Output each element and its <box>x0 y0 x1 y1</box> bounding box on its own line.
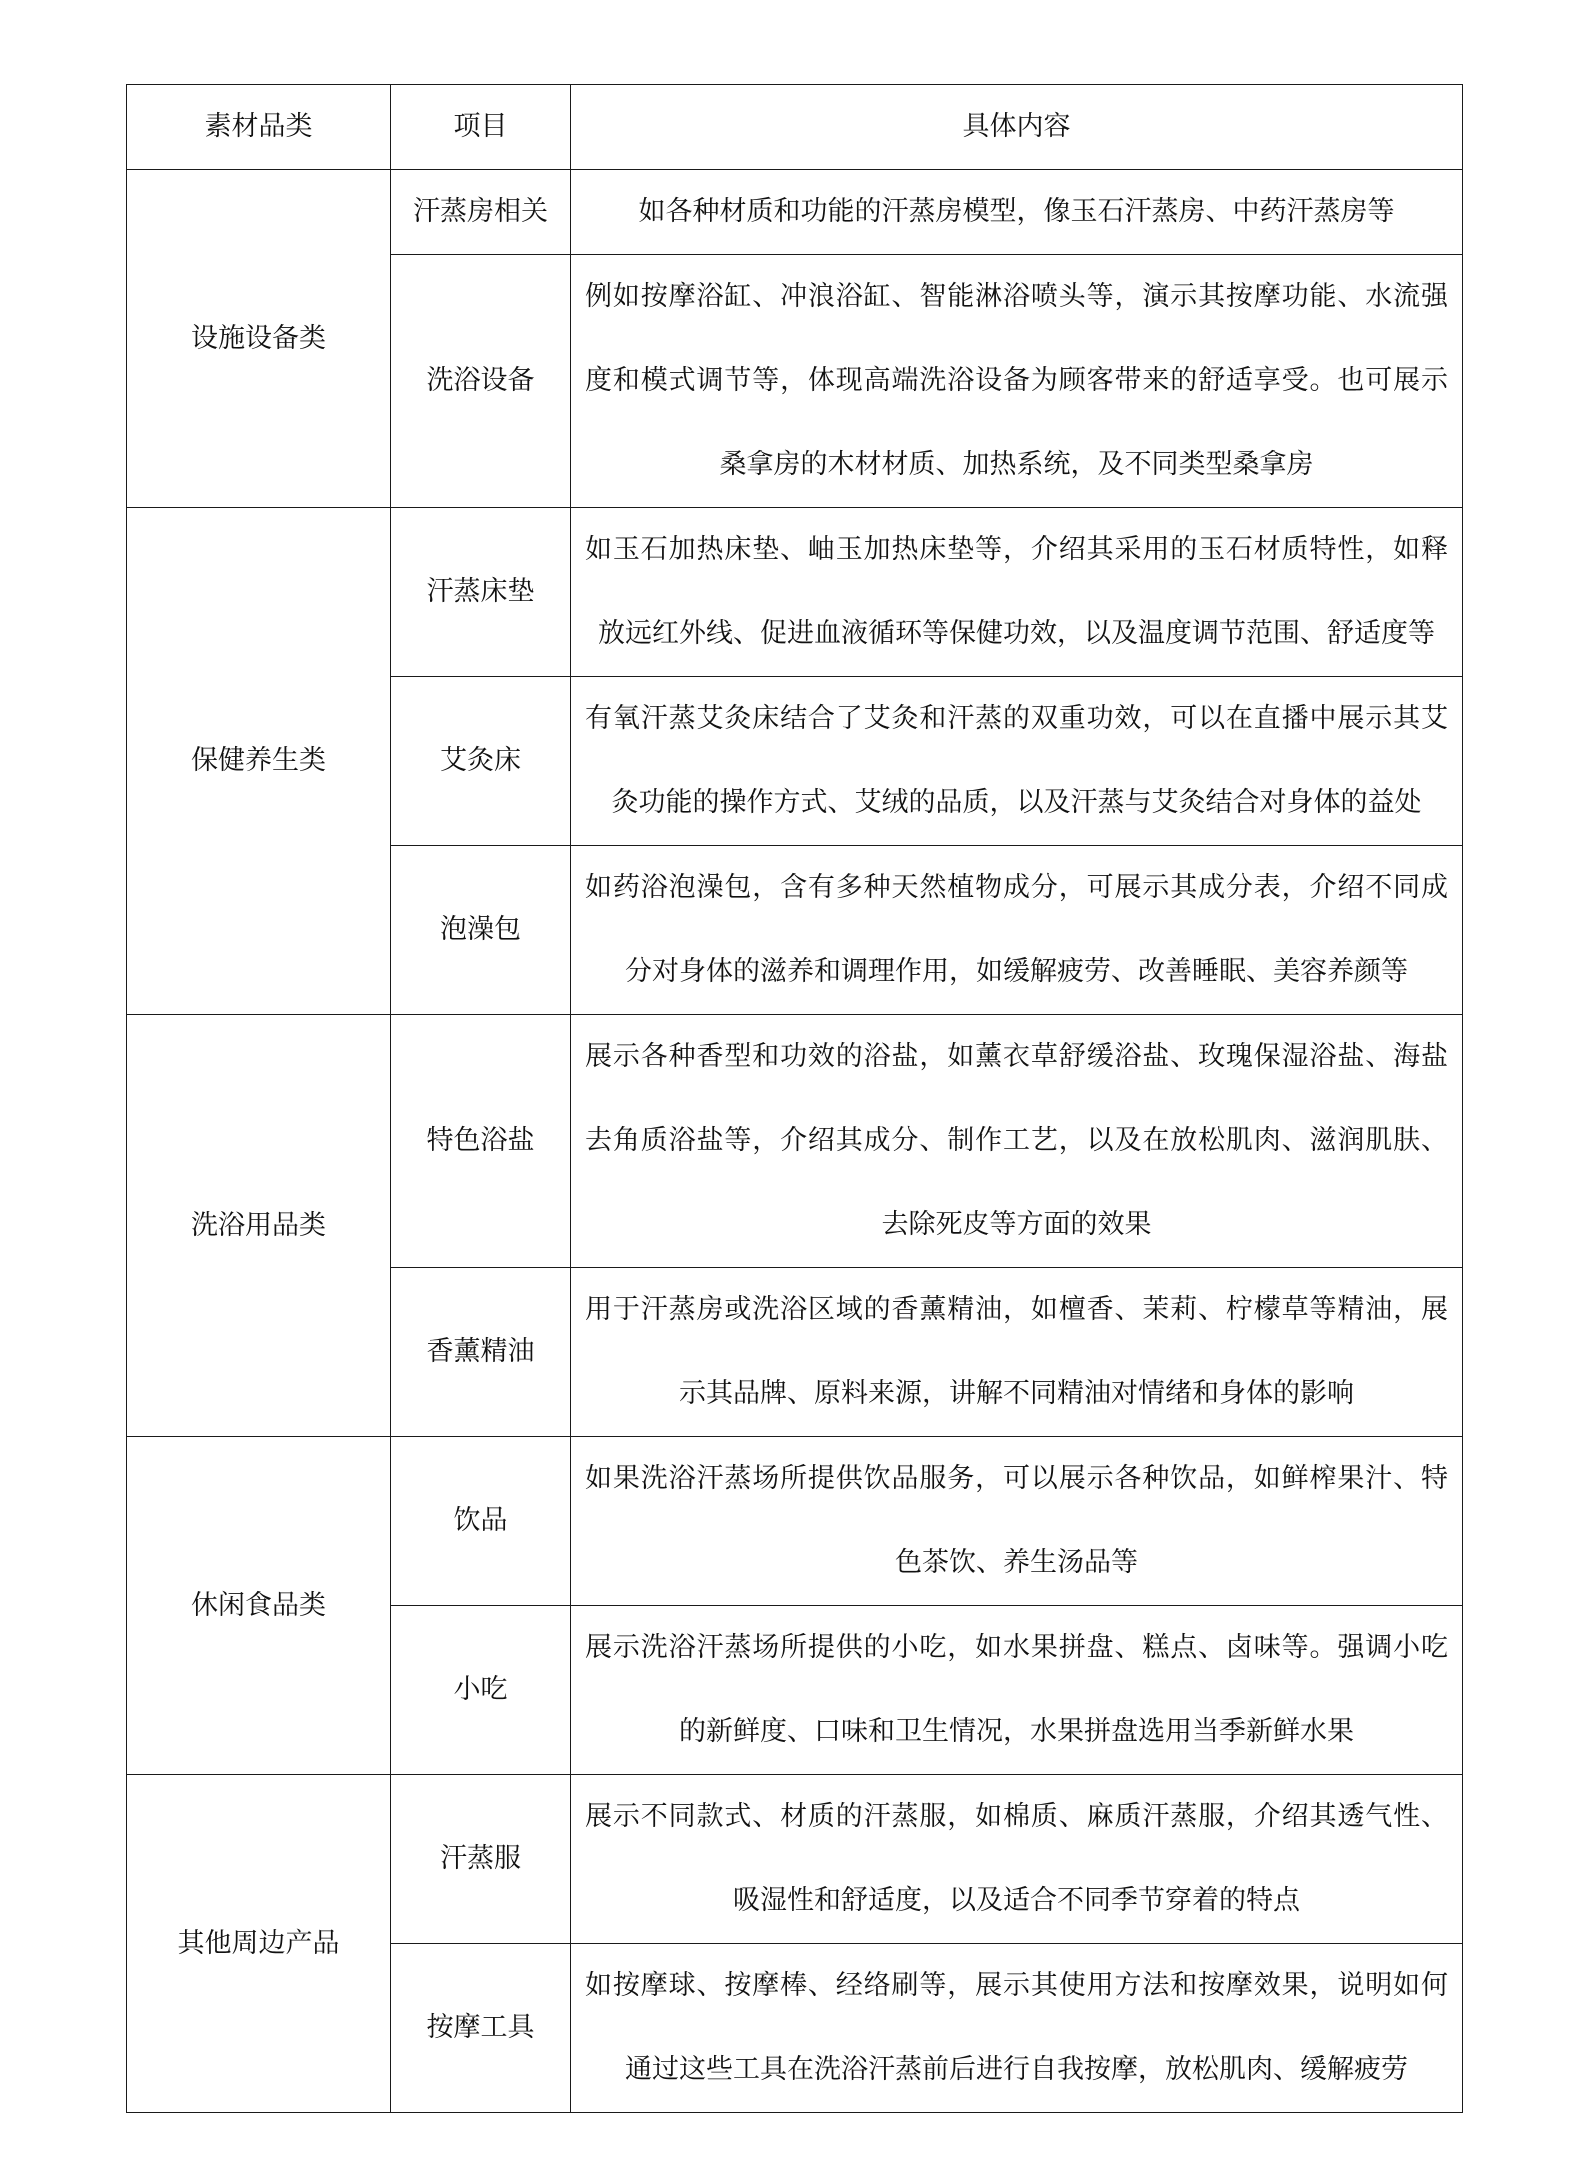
table-row <box>127 1775 1463 1944</box>
document-page <box>126 84 1463 2113</box>
table-row <box>127 1437 1463 1606</box>
table-row <box>127 170 1463 255</box>
item-cell: 小吃 <box>391 1606 571 1775</box>
content-cell: 例如按摩浴缸、冲浪浴缸、智能淋浴喷头等，演示其按摩功能、水流强度和模式调节等，体现高端洗浴设备为顾客带来的舒适享受。也可展示桑拿房的木材材质、加热系统，及不同类型桑拿房 <box>571 255 1463 508</box>
content-cell: 展示各种香型和功效的浴盐，如薰衣草舒缓浴盐、玫瑰保湿浴盐、海盐去角质浴盐等，介绍其成分、制作工艺，以及在放松肌肉、滋润肌肤、去除死皮等方面的效果 <box>571 1015 1463 1268</box>
item-cell: 洗浴设备 <box>391 255 571 508</box>
content-cell: 如药浴泡澡包，含有多种天然植物成分，可展示其成分表，介绍不同成分对身体的滋养和调理作用，如缓解疲劳、改善睡眠、美容养颜等 <box>571 846 1463 1015</box>
content-cell: 用于汗蒸房或洗浴区域的香薰精油，如檀香、茉莉、柠檬草等精油，展示其品牌、原料来源，讲解不同精油对情绪和身体的影响 <box>571 1268 1463 1437</box>
table-row <box>127 508 1463 677</box>
content-cell: 展示洗浴汗蒸场所提供的小吃，如水果拼盘、糕点、卤味等。强调小吃的新鲜度、口味和卫生情况，水果拼盘选用当季新鲜水果 <box>571 1606 1463 1775</box>
category-cell: 其他周边产品 <box>127 1775 391 2113</box>
table-header-row <box>127 85 1463 170</box>
header-item: 项目 <box>391 85 571 170</box>
item-cell: 汗蒸房相关 <box>391 170 571 255</box>
category-cell: 休闲食品类 <box>127 1437 391 1775</box>
item-cell: 按摩工具 <box>391 1944 571 2113</box>
content-cell: 展示不同款式、材质的汗蒸服，如棉质、麻质汗蒸服，介绍其透气性、吸湿性和舒适度，以及适合不同季节穿着的特点 <box>571 1775 1463 1944</box>
item-cell: 特色浴盐 <box>391 1015 571 1268</box>
item-cell: 汗蒸床垫 <box>391 508 571 677</box>
item-cell: 艾灸床 <box>391 677 571 846</box>
item-cell: 香薰精油 <box>391 1268 571 1437</box>
material-category-table <box>126 84 1463 2113</box>
content-cell: 如各种材质和功能的汗蒸房模型，像玉石汗蒸房、中药汗蒸房等 <box>571 170 1463 255</box>
category-cell: 设施设备类 <box>127 170 391 508</box>
table-row <box>127 1015 1463 1268</box>
item-cell: 汗蒸服 <box>391 1775 571 1944</box>
header-content: 具体内容 <box>571 85 1463 170</box>
item-cell: 泡澡包 <box>391 846 571 1015</box>
content-cell: 有氧汗蒸艾灸床结合了艾灸和汗蒸的双重功效，可以在直播中展示其艾灸功能的操作方式、艾绒的品质，以及汗蒸与艾灸结合对身体的益处 <box>571 677 1463 846</box>
header-category: 素材品类 <box>127 85 391 170</box>
content-cell: 如按摩球、按摩棒、经络刷等，展示其使用方法和按摩效果，说明如何通过这些工具在洗浴汗蒸前后进行自我按摩，放松肌肉、缓解疲劳 <box>571 1944 1463 2113</box>
item-cell: 饮品 <box>391 1437 571 1606</box>
content-cell: 如玉石加热床垫、岫玉加热床垫等，介绍其采用的玉石材质特性，如释放远红外线、促进血液循环等保健功效，以及温度调节范围、舒适度等 <box>571 508 1463 677</box>
category-cell: 洗浴用品类 <box>127 1015 391 1437</box>
category-cell: 保健养生类 <box>127 508 391 1015</box>
content-cell: 如果洗浴汗蒸场所提供饮品服务，可以展示各种饮品，如鲜榨果汁、特色茶饮、养生汤品等 <box>571 1437 1463 1606</box>
